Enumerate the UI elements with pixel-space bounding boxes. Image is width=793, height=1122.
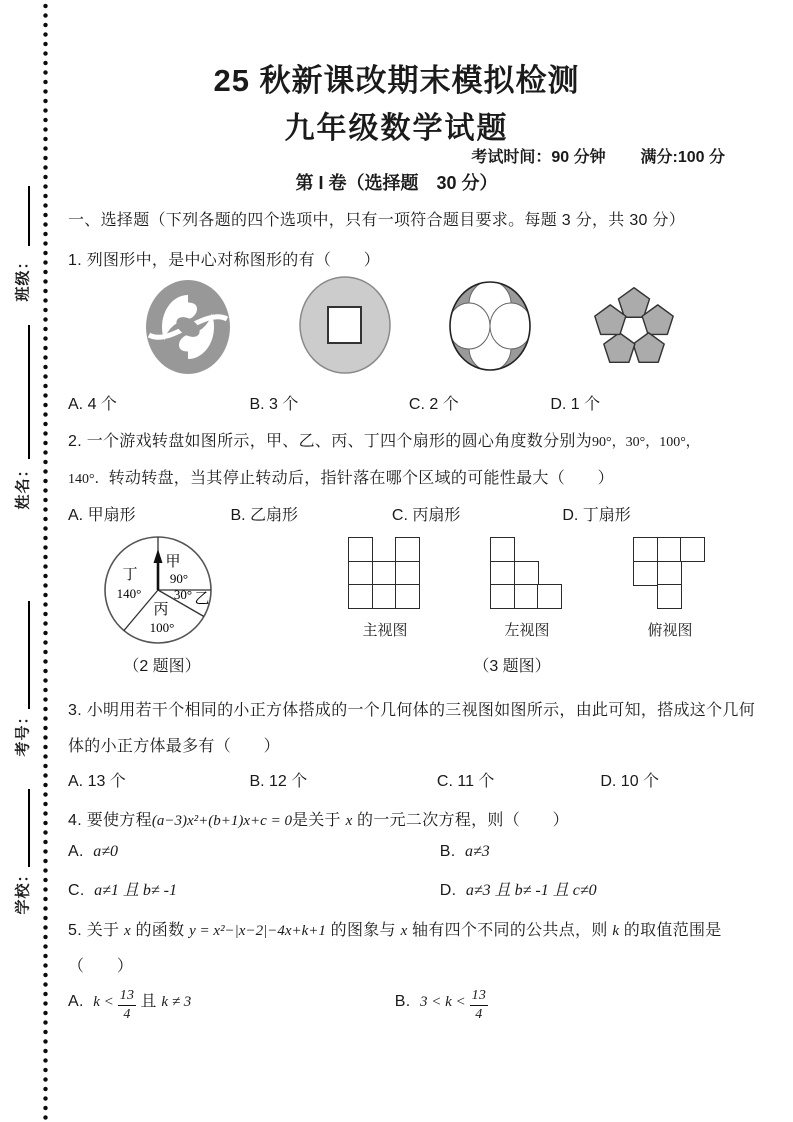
grid-cell xyxy=(490,584,515,609)
question-5-paren: （ ） xyxy=(68,958,134,975)
left-view-label: 左视图 xyxy=(504,622,550,639)
top-view-label: 俯视图 xyxy=(647,622,693,639)
exam-number-blank-line xyxy=(28,601,30,709)
sector-yi-angle: 30° xyxy=(173,587,193,602)
name-field-label: 姓名： xyxy=(14,460,32,510)
four-petal-circle-figure xyxy=(448,280,532,372)
sector-bing-label: 丙 xyxy=(153,601,169,618)
question-4-text: 4. 要使方程(a−3)x²+(b+1)x+c = 0是关于 x 的一元二次方程，则（ ） xyxy=(68,812,569,829)
figure-3-caption: （3 题图） xyxy=(473,658,551,675)
part-title: 第 I 卷（选择题 30 分） xyxy=(295,173,498,193)
q4-option-a: A. a≠0 xyxy=(68,843,118,860)
grid-cell xyxy=(490,537,515,562)
exam-subtitle: 九年级数学试题 xyxy=(284,112,509,145)
grid-cell xyxy=(348,584,373,609)
full-score: 满分:100 分 xyxy=(640,149,725,166)
grid-cell xyxy=(633,537,658,562)
sector-ding-angle: 140° xyxy=(116,586,142,601)
grid-cell xyxy=(395,584,420,609)
figure-2-caption: （2 题图） xyxy=(123,658,201,675)
class-field-label: 班级： xyxy=(14,252,32,302)
question-1-text: 1. 列图形中，是中心对称图形的有（ ） xyxy=(68,252,381,269)
grid-cell xyxy=(514,584,539,609)
grid-cell xyxy=(657,584,682,609)
q1-option-c: C. 2 个 xyxy=(408,396,459,413)
fraction-13-4: $\frac{13}{4}$ xyxy=(119,988,135,1023)
exam-number-field-label: 考号： xyxy=(14,707,32,757)
q3-option-b: B. 12 个 xyxy=(249,773,308,790)
q5-function: y = x²−|x−2|−4x+k+1 xyxy=(189,923,326,939)
spinner-figure xyxy=(103,532,219,650)
exam-info xyxy=(471,144,725,167)
swirl-circle-figure xyxy=(143,277,233,377)
q3-option-c: C. 11 个 xyxy=(436,773,495,790)
dotted-cut-line xyxy=(43,2,48,1122)
grid-cell xyxy=(348,561,373,586)
q4-option-d: D. a≠3 且 b≠ -1 且 c≠0 xyxy=(439,882,597,899)
grid-cell xyxy=(633,561,658,586)
q2-option-d: D. 丁扇形 xyxy=(562,507,631,524)
question-4-options-row1 xyxy=(68,843,490,861)
grid-cell xyxy=(372,561,397,586)
question-2-line2: 140°．转动转盘，当其停止转动后，指针落在哪个区域的可能性最大（ ） xyxy=(68,470,614,487)
q4-option-c: C. a≠1 且 b≠ -1 xyxy=(68,882,178,899)
grid-cell xyxy=(395,537,420,562)
q2-option-c: C. 丙扇形 xyxy=(391,507,461,524)
grid-cell xyxy=(514,561,539,586)
question-2-options xyxy=(68,502,631,525)
school-blank-line xyxy=(28,789,30,867)
grid-cell xyxy=(490,561,515,586)
grid-cell xyxy=(680,537,705,562)
q3-option-a: A. 13 个 xyxy=(68,773,126,790)
grid-cell xyxy=(348,537,373,562)
question-4-options-row2 xyxy=(68,877,597,900)
q1-option-d: D. 1 个 xyxy=(550,396,601,413)
fraction-13-4: $\frac{13}{4}$ xyxy=(471,988,487,1023)
front-view-label: 主视图 xyxy=(362,622,408,639)
front-view-grid xyxy=(348,537,422,611)
grid-cell xyxy=(657,537,682,562)
left-view-grid xyxy=(490,537,564,611)
q4-option-b: B. a≠3 xyxy=(439,843,490,860)
q2-option-b: B. 乙扇形 xyxy=(230,507,299,524)
school-field-label: 学校： xyxy=(14,865,32,915)
question-3-line2: 体的小正方体最多有（ ） xyxy=(68,738,280,755)
top-view-grid xyxy=(633,537,707,611)
q4-equation: (a−3)x²+(b+1)x+c = 0 xyxy=(151,813,292,829)
sector-jia-label: 甲 xyxy=(165,553,181,570)
name-blank-line xyxy=(28,325,30,459)
q5-option-b: B. 3 < k < $\frac{13}{4}$ xyxy=(394,988,487,1023)
exam-title: 25 秋新课改期末模拟检测 xyxy=(213,63,580,98)
question-1-options xyxy=(68,391,600,414)
question-2-line1: 2. 一个游戏转盘如图所示，甲、乙、丙、丁四个扇形的圆心角度数分别为90°，30°，100°， xyxy=(68,433,700,450)
coin-square-hole-figure xyxy=(299,276,391,375)
question-3-options xyxy=(68,768,659,791)
question-5-line1: 5. 关于 x 的函数 y = x²−|x−2|−4x+k+1 的图象与 x 轴有四个不同的公共点，则 k 的取值范围是 xyxy=(68,922,722,939)
class-blank-line xyxy=(28,186,30,246)
q1-option-b: B. 3 个 xyxy=(249,396,299,413)
q5-option-a: A. k < $\frac{13}{4}$ 且 k ≠ 3 xyxy=(68,988,192,1023)
sector-yi-label: 乙 xyxy=(194,590,210,607)
section-intro: 一、选择题（下列各题的四个选项中，只有一项符合题目要求。每题 3 分，共 30 分） xyxy=(68,212,686,229)
sector-bing-angle: 100° xyxy=(149,620,175,635)
q2-angles: 90°，30°，100°， xyxy=(592,435,700,450)
question-5-options xyxy=(68,988,492,1023)
q2-option-a: A. 甲扇形 xyxy=(68,507,136,524)
question-3-line1: 3. 小明用若干个相同的小正方体搭成的一个几何体的三视图如图所示，由此可知，搭成这个几何 xyxy=(68,702,755,719)
exam-time: 考试时间：90 分钟 xyxy=(471,149,606,166)
grid-cell xyxy=(537,584,562,609)
q1-option-a: A. 4 个 xyxy=(68,396,117,413)
grid-cell xyxy=(657,561,682,586)
sector-ding-label: 丁 xyxy=(122,566,138,583)
sector-jia-angle: 90° xyxy=(169,571,189,586)
pentagon-flower-figure xyxy=(586,281,682,373)
grid-cell xyxy=(395,561,420,586)
grid-cell xyxy=(372,584,397,609)
q3-option-d: D. 10 个 xyxy=(600,773,660,790)
spinner-arrow-icon xyxy=(154,549,163,563)
